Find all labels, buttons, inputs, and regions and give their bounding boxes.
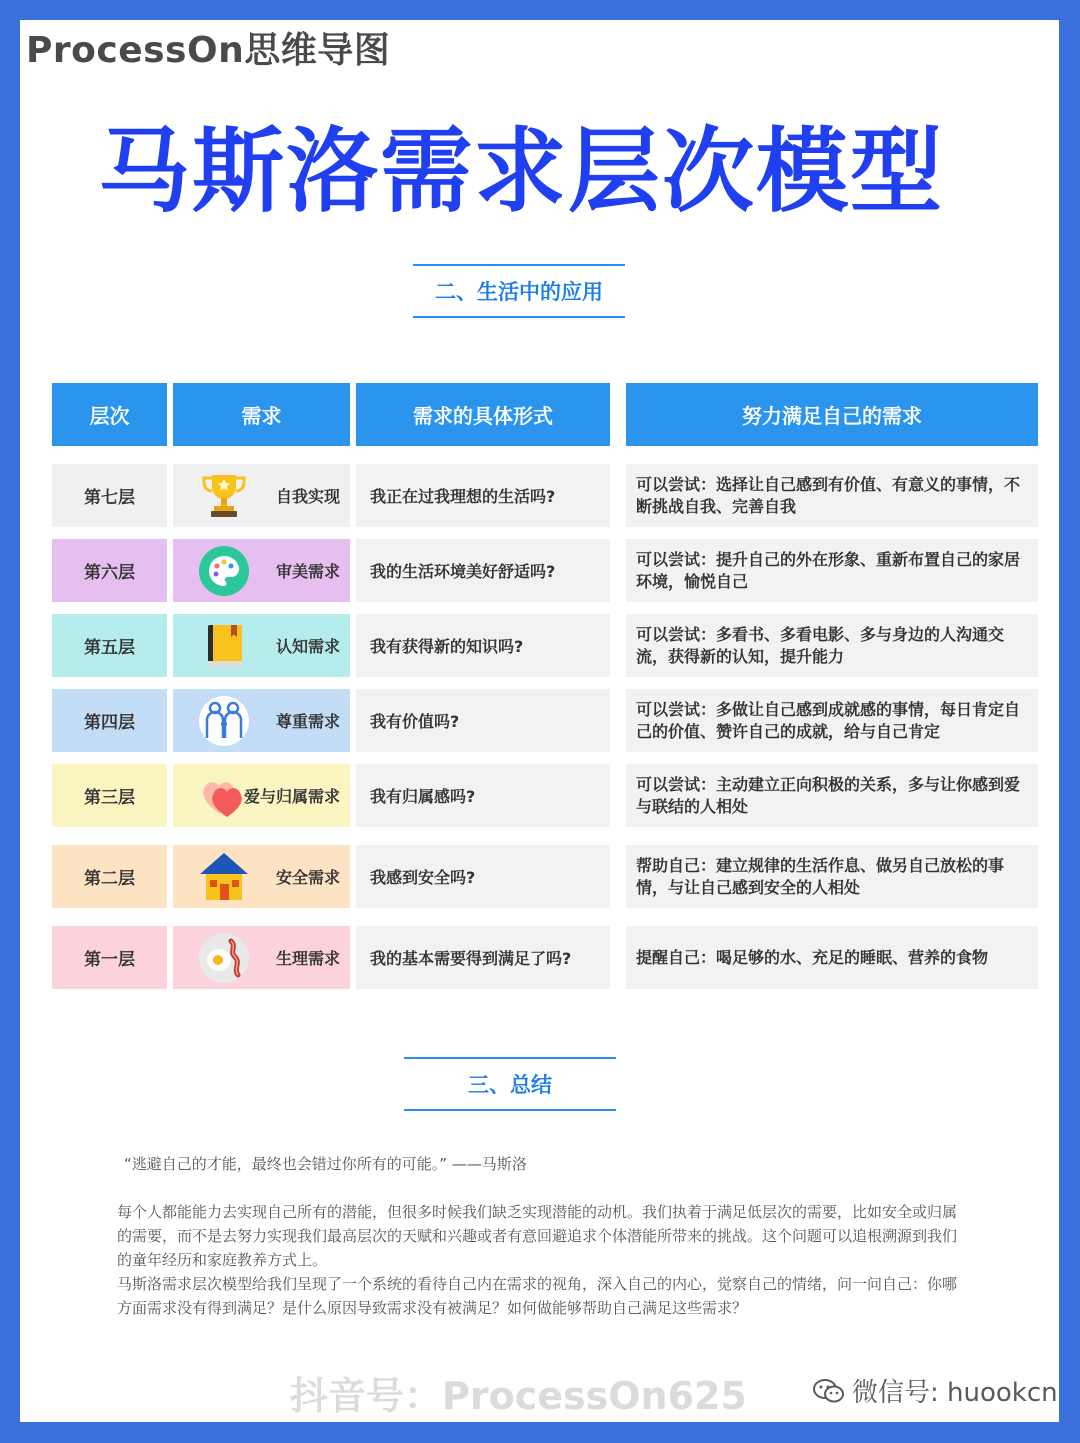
wechat-id bbox=[812, 1372, 1058, 1409]
form-cell: 我的基本需要得到满足了吗? bbox=[356, 926, 610, 989]
book-icon bbox=[197, 619, 251, 673]
form-cell: 我有归属感吗? bbox=[356, 764, 610, 827]
heart-icon bbox=[197, 769, 251, 823]
need-cell bbox=[173, 689, 350, 752]
form-cell: 我有获得新的知识吗? bbox=[356, 614, 610, 677]
effort-cell: 帮助自己：建立规律的生活作息、做另自己放松的事情，与让自己感到安全的人相处 bbox=[626, 845, 1038, 908]
trophy-icon bbox=[197, 469, 251, 523]
douyin-watermark: 抖音号：ProcessOn625 bbox=[290, 1374, 747, 1418]
page-title: 马斯洛需求层次模型 bbox=[98, 118, 945, 225]
need-label: 认知需求 bbox=[275, 637, 340, 656]
level-cell: 第四层 bbox=[52, 689, 167, 752]
effort-cell: 可以尝试：多看书、多看电影、多与身边的人沟通交流，获得新的认知，提升能力 bbox=[626, 614, 1038, 677]
wechat-label: 微信号: huookcn bbox=[852, 1378, 1058, 1408]
need-cell bbox=[173, 845, 350, 908]
section-heading-summary: 三、总结 bbox=[404, 1057, 616, 1111]
maslow-quote: “逃避自己的才能，最终也会错过你所有的可能。” ——马斯洛 bbox=[124, 1155, 527, 1173]
summary-paragraph-1: 每个人都能能力去实现自己所有的潜能，但很多时候我们缺乏实现潜能的动机。我们执着于满足低层次的需要，比如安全或归属的需要，而不是去努力实现我们最高层次的天赋和兴趣或者有意回避追求个体潜能所带来的挑战。这个问题可以追根溯源到我们的童年经历和家庭教养方式上。 bbox=[117, 1203, 958, 1269]
breakfast-icon bbox=[197, 931, 251, 985]
form-cell: 我有价值吗? bbox=[356, 689, 610, 752]
need-cell bbox=[173, 926, 350, 989]
need-cell bbox=[173, 464, 350, 527]
palette-icon bbox=[197, 544, 251, 598]
level-cell: 第三层 bbox=[52, 764, 167, 827]
header-need: 需求 bbox=[173, 383, 350, 446]
need-label: 尊重需求 bbox=[275, 712, 340, 731]
summary-paragraph-2: 马斯洛需求层次模型给我们呈现了一个系统的看待自己内在需求的视角，深入自己的内心，觉察自己的情绪，问一问自己：你哪方面需求没有得到满足？是什么原因导致需求没有被满足？如何做能够帮助自己满足这些需求？ bbox=[117, 1275, 958, 1317]
section-heading-application: 二、生活中的应用 bbox=[413, 264, 625, 318]
effort-cell: 可以尝试：选择让自己感到有价值、有意义的事情，不断挑战自我、完善自我 bbox=[626, 464, 1038, 527]
poster bbox=[20, 20, 1059, 1422]
header-effort: 努力满足自己的需求 bbox=[626, 383, 1038, 446]
level-cell: 第五层 bbox=[52, 614, 167, 677]
need-label: 自我实现 bbox=[275, 487, 340, 506]
need-cell bbox=[173, 539, 350, 602]
effort-cell: 可以尝试：主动建立正向积极的关系，多与让你感到爱与联结的人相处 bbox=[626, 764, 1038, 827]
level-cell: 第六层 bbox=[52, 539, 167, 602]
form-cell: 我正在过我理想的生活吗? bbox=[356, 464, 610, 527]
level-cell: 第二层 bbox=[52, 845, 167, 908]
form-cell: 我的生活环境美好舒适吗? bbox=[356, 539, 610, 602]
need-label: 生理需求 bbox=[275, 949, 340, 968]
house-icon bbox=[197, 850, 251, 904]
level-cell: 第一层 bbox=[52, 926, 167, 989]
form-cell: 我感到安全吗? bbox=[356, 845, 610, 908]
brand-logo-text: ProcessOn思维导图 bbox=[26, 30, 391, 71]
effort-cell: 提醒自己：喝足够的水、充足的睡眠、营养的食物 bbox=[626, 926, 1038, 989]
header-level: 层次 bbox=[52, 383, 167, 446]
need-label: 审美需求 bbox=[275, 562, 340, 581]
need-cell bbox=[173, 764, 350, 827]
effort-cell: 可以尝试：提升自己的外在形象、重新布置自己的家居环境，愉悦自己 bbox=[626, 539, 1038, 602]
level-cell: 第七层 bbox=[52, 464, 167, 527]
need-label: 爱与归属需求 bbox=[243, 787, 340, 806]
people-icon bbox=[197, 694, 251, 748]
need-cell bbox=[173, 614, 350, 677]
need-label: 安全需求 bbox=[275, 868, 340, 887]
header-form: 需求的具体形式 bbox=[356, 383, 610, 446]
effort-cell: 可以尝试：多做让自己感到成就感的事情，每日肯定自己的价值、赞许自己的成就，给与自己肯定 bbox=[626, 689, 1038, 752]
wechat-icon bbox=[812, 1377, 846, 1405]
